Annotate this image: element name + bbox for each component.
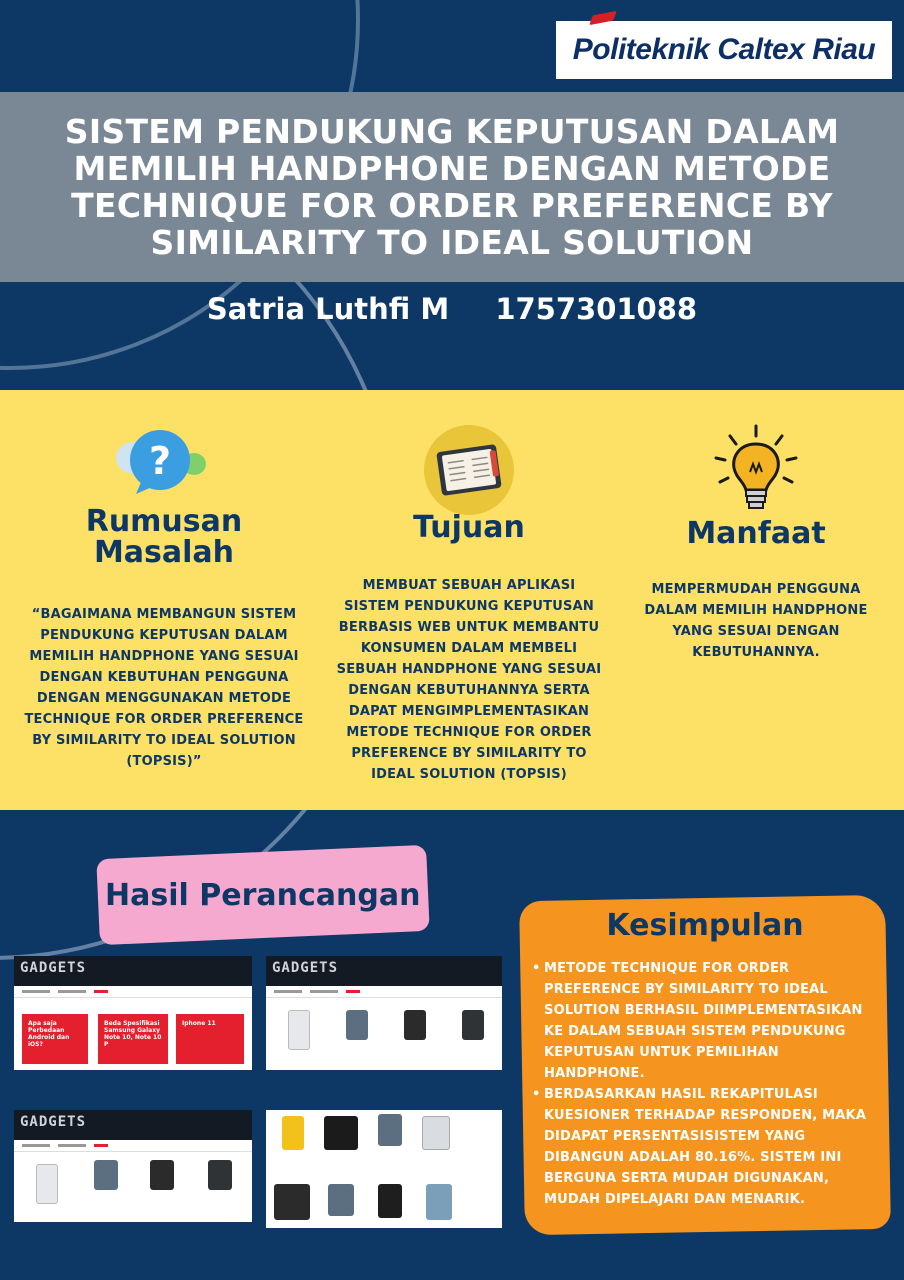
tujuan-body: MEMBUAT SEBUAH APLIKASI SISTEM PENDUKUNG KEPUTUSAN BERBASIS WEB UNTUK MEMBANTU KONSUMEN DALAM MEMBELI SEBUAH HANDPHONE YANG SESUAI DENGAN KEBUTUHANNYA SERTA DAPAT MENGIMPLEMENTASIKAN METODE TECHNIQUE FOR ORDER PREFERENCE BY SIMILARITY TO IDEAL SOLUTION (TOPSIS) — [336, 578, 602, 782]
tujuan-column — [334, 512, 604, 785]
svg-text:?: ? — [148, 439, 172, 483]
rumusan-masalah-column — [14, 506, 314, 772]
rumusan-heading-line2: Masalah — [93, 535, 235, 570]
rumusan-heading — [14, 506, 314, 568]
manfaat-column — [624, 518, 888, 663]
hasil-perancangan-tag — [96, 845, 429, 945]
title-band — [0, 92, 904, 282]
institution-logo — [556, 21, 892, 79]
design-screenshot-catalog: GADGETS — [266, 956, 502, 1070]
kesimpulan-item: • METODE TECHNIQUE FOR ORDER PREFERENCE BY SIMILARITY TO IDEAL SOLUTION BERHASIL DIIMPLEMENTASIKAN KE DALAM SEBUAH SISTEM PENDUKUNG KEPUTUSAN UNTUK PEMILIHAN HANDPHONE. — [530, 958, 875, 1084]
tujuan-heading: Tujuan — [413, 510, 525, 545]
manfaat-heading: Manfaat — [686, 516, 826, 551]
design-screenshot-home — [14, 956, 252, 1070]
screenshot-brand: GADGETS — [20, 960, 87, 976]
question-bubble-icon — [112, 428, 208, 504]
hasil-heading: Hasil Perancangan — [105, 877, 421, 913]
rumusan-heading-line1: Rumusan — [85, 504, 243, 539]
banner-samsung-note: Beda Spesifikasi Samsung Galaxy Note 10, Note 10 P — [98, 1014, 168, 1064]
author-line — [0, 292, 904, 326]
institution-name: Politeknik Caltex Riau — [572, 33, 876, 66]
author-name: Satria Luthfi M — [206, 292, 450, 326]
rumusan-body: “BAGAIMANA MEMBANGUN SISTEM PENDUKUNG KEPUTUSAN DALAM MEMILIH HANDPHONE YANG SESUAI DENGAN KEBUTUHAN PENGGUNA DENGAN MENGGUNAKAN METODE TECHNIQUE FOR ORDER PREFERENCE BY SIMILARITY TO IDEAL SOLUTION (TOPSIS)” — [24, 607, 304, 769]
author-id: 1757301088 — [495, 292, 698, 326]
kesimpulan-heading: Kesimpulan — [606, 908, 804, 943]
notebook-icon — [423, 424, 515, 520]
kesimpulan-item: • BERDASARKAN HASIL REKAPITULASI KUESIONER TERHADAP RESPONDEN, MAKA DIDAPAT PERSENTASISISTEM YANG DIBANGUN ADALAH 80.16%. SISTEM INI BERGUNA SERTA MUDAH DIGUNAKAN, MUDAH DIPELAJARI DAN MENARIK. — [530, 1084, 875, 1210]
design-screenshot-list: GADGETS — [14, 1110, 252, 1222]
banner-iphone: Iphone 11 — [176, 1014, 244, 1064]
overview-section — [0, 390, 904, 810]
manfaat-body: MEMPERMUDAH PENGGUNA DALAM MEMILIH HANDPHONE YANG SESUAI DENGAN KEBUTUHANNYA. — [644, 582, 868, 660]
logo-accent-mark — [589, 11, 617, 25]
poster-title: SISTEM PENDUKUNG KEPUTUSAN DALAM MEMILIH HANDPHONE DENGAN METODE TECHNIQUE FOR ORDER PREFERENCE BY SIMILARITY TO IDEAL SOLUTION — [64, 112, 840, 262]
banner-android-ios: Apa saja Perbedaan Android dan iOS? — [22, 1014, 88, 1064]
kesimpulan-list — [530, 958, 875, 1210]
lightbulb-icon — [710, 424, 802, 520]
design-screenshot-grid — [266, 1110, 502, 1228]
